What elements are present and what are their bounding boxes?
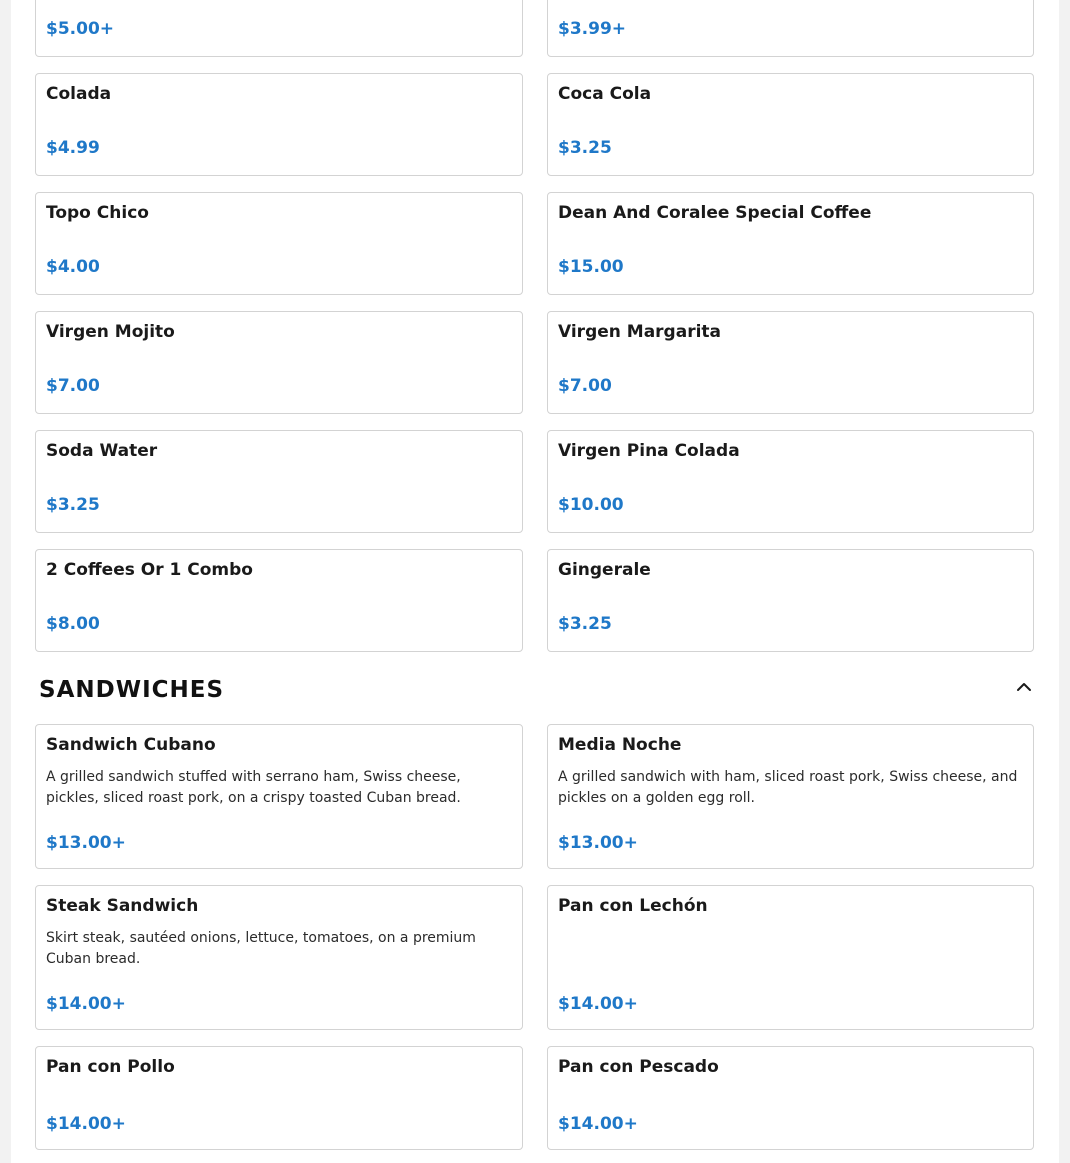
item-name: Coca Cola (558, 84, 652, 104)
item-name: Virgen Mojito (46, 322, 175, 342)
menu-item-card[interactable] (547, 0, 1034, 57)
menu-page (11, 0, 1059, 1163)
menu-item-card[interactable] (547, 73, 1034, 176)
item-price: $13.00+ (46, 833, 126, 853)
menu-item-card[interactable] (547, 724, 1034, 869)
item-name: Pan con Pescado (558, 1057, 719, 1077)
item-name: Virgen Pina Colada (558, 441, 740, 461)
item-price: $4.00 (46, 257, 100, 277)
item-name: Gingerale (558, 560, 651, 580)
item-name: 2 Coffees Or 1 Combo (46, 560, 253, 580)
item-name: Pan con Lechón (558, 896, 708, 916)
menu-item-card[interactable] (547, 1046, 1034, 1150)
item-price: $14.00+ (46, 1114, 126, 1134)
item-price: $4.99 (46, 138, 100, 158)
item-description (558, 928, 1023, 970)
item-name: Pan con Pollo (46, 1057, 175, 1077)
item-name: Virgen Margarita (558, 322, 722, 342)
item-price: $14.00+ (558, 994, 638, 1014)
menu-item-card[interactable] (547, 430, 1034, 533)
chevron-up-icon[interactable] (1013, 676, 1035, 698)
menu-item-card[interactable] (35, 0, 523, 57)
menu-item-card[interactable] (35, 885, 523, 1030)
menu-item-card[interactable] (547, 549, 1034, 652)
item-price: $7.00 (558, 376, 612, 396)
item-description: Skirt steak, sautéed onions, lettuce, tomatoes, on a premium Cuban bread. (46, 930, 476, 967)
section-title: SANDWICHES (39, 677, 225, 703)
menu-item-card[interactable] (35, 549, 523, 652)
menu-item-card[interactable] (547, 885, 1034, 1030)
item-name: Steak Sandwich (46, 896, 199, 916)
item-price: $14.00+ (46, 994, 126, 1014)
menu-item-card[interactable] (547, 311, 1034, 414)
menu-item-card[interactable] (35, 724, 523, 869)
menu-item-card[interactable] (35, 73, 523, 176)
item-description: A grilled sandwich with ham, sliced roast pork, Swiss cheese, and pickles on a golden egg roll. (558, 769, 1018, 806)
item-name: Soda Water (46, 441, 158, 461)
item-price: $3.25 (558, 138, 612, 158)
menu-item-card[interactable] (35, 192, 523, 295)
item-name: Media Noche (558, 735, 682, 755)
sandwiches-section-header[interactable] (39, 672, 1035, 708)
menu-item-card[interactable] (35, 1046, 523, 1150)
item-price: $15.00 (558, 257, 624, 277)
item-price: $14.00+ (558, 1114, 638, 1134)
item-name: Colada (46, 84, 112, 104)
item-name: Dean And Coralee Special Coffee (558, 203, 872, 223)
item-name: Sandwich Cubano (46, 735, 216, 755)
menu-item-card[interactable] (547, 192, 1034, 295)
item-price: $3.25 (46, 495, 100, 515)
menu-item-card[interactable] (35, 430, 523, 533)
drinks-grid (35, 0, 1034, 652)
item-price: $5.00+ (46, 19, 115, 39)
item-price: $3.25 (558, 614, 612, 634)
item-price: $8.00 (46, 614, 100, 634)
item-price: $10.00 (558, 495, 624, 515)
item-name: Topo Chico (46, 203, 149, 223)
menu-item-card[interactable] (35, 311, 523, 414)
item-price: $13.00+ (558, 833, 638, 853)
sandwiches-grid (35, 724, 1034, 1150)
item-description: A grilled sandwich stuffed with serrano ham, Swiss cheese, pickles, sliced roast pork, on a crispy toasted Cuban bread. (46, 769, 461, 806)
item-price: $3.99+ (558, 19, 627, 39)
item-price: $7.00 (46, 376, 100, 396)
